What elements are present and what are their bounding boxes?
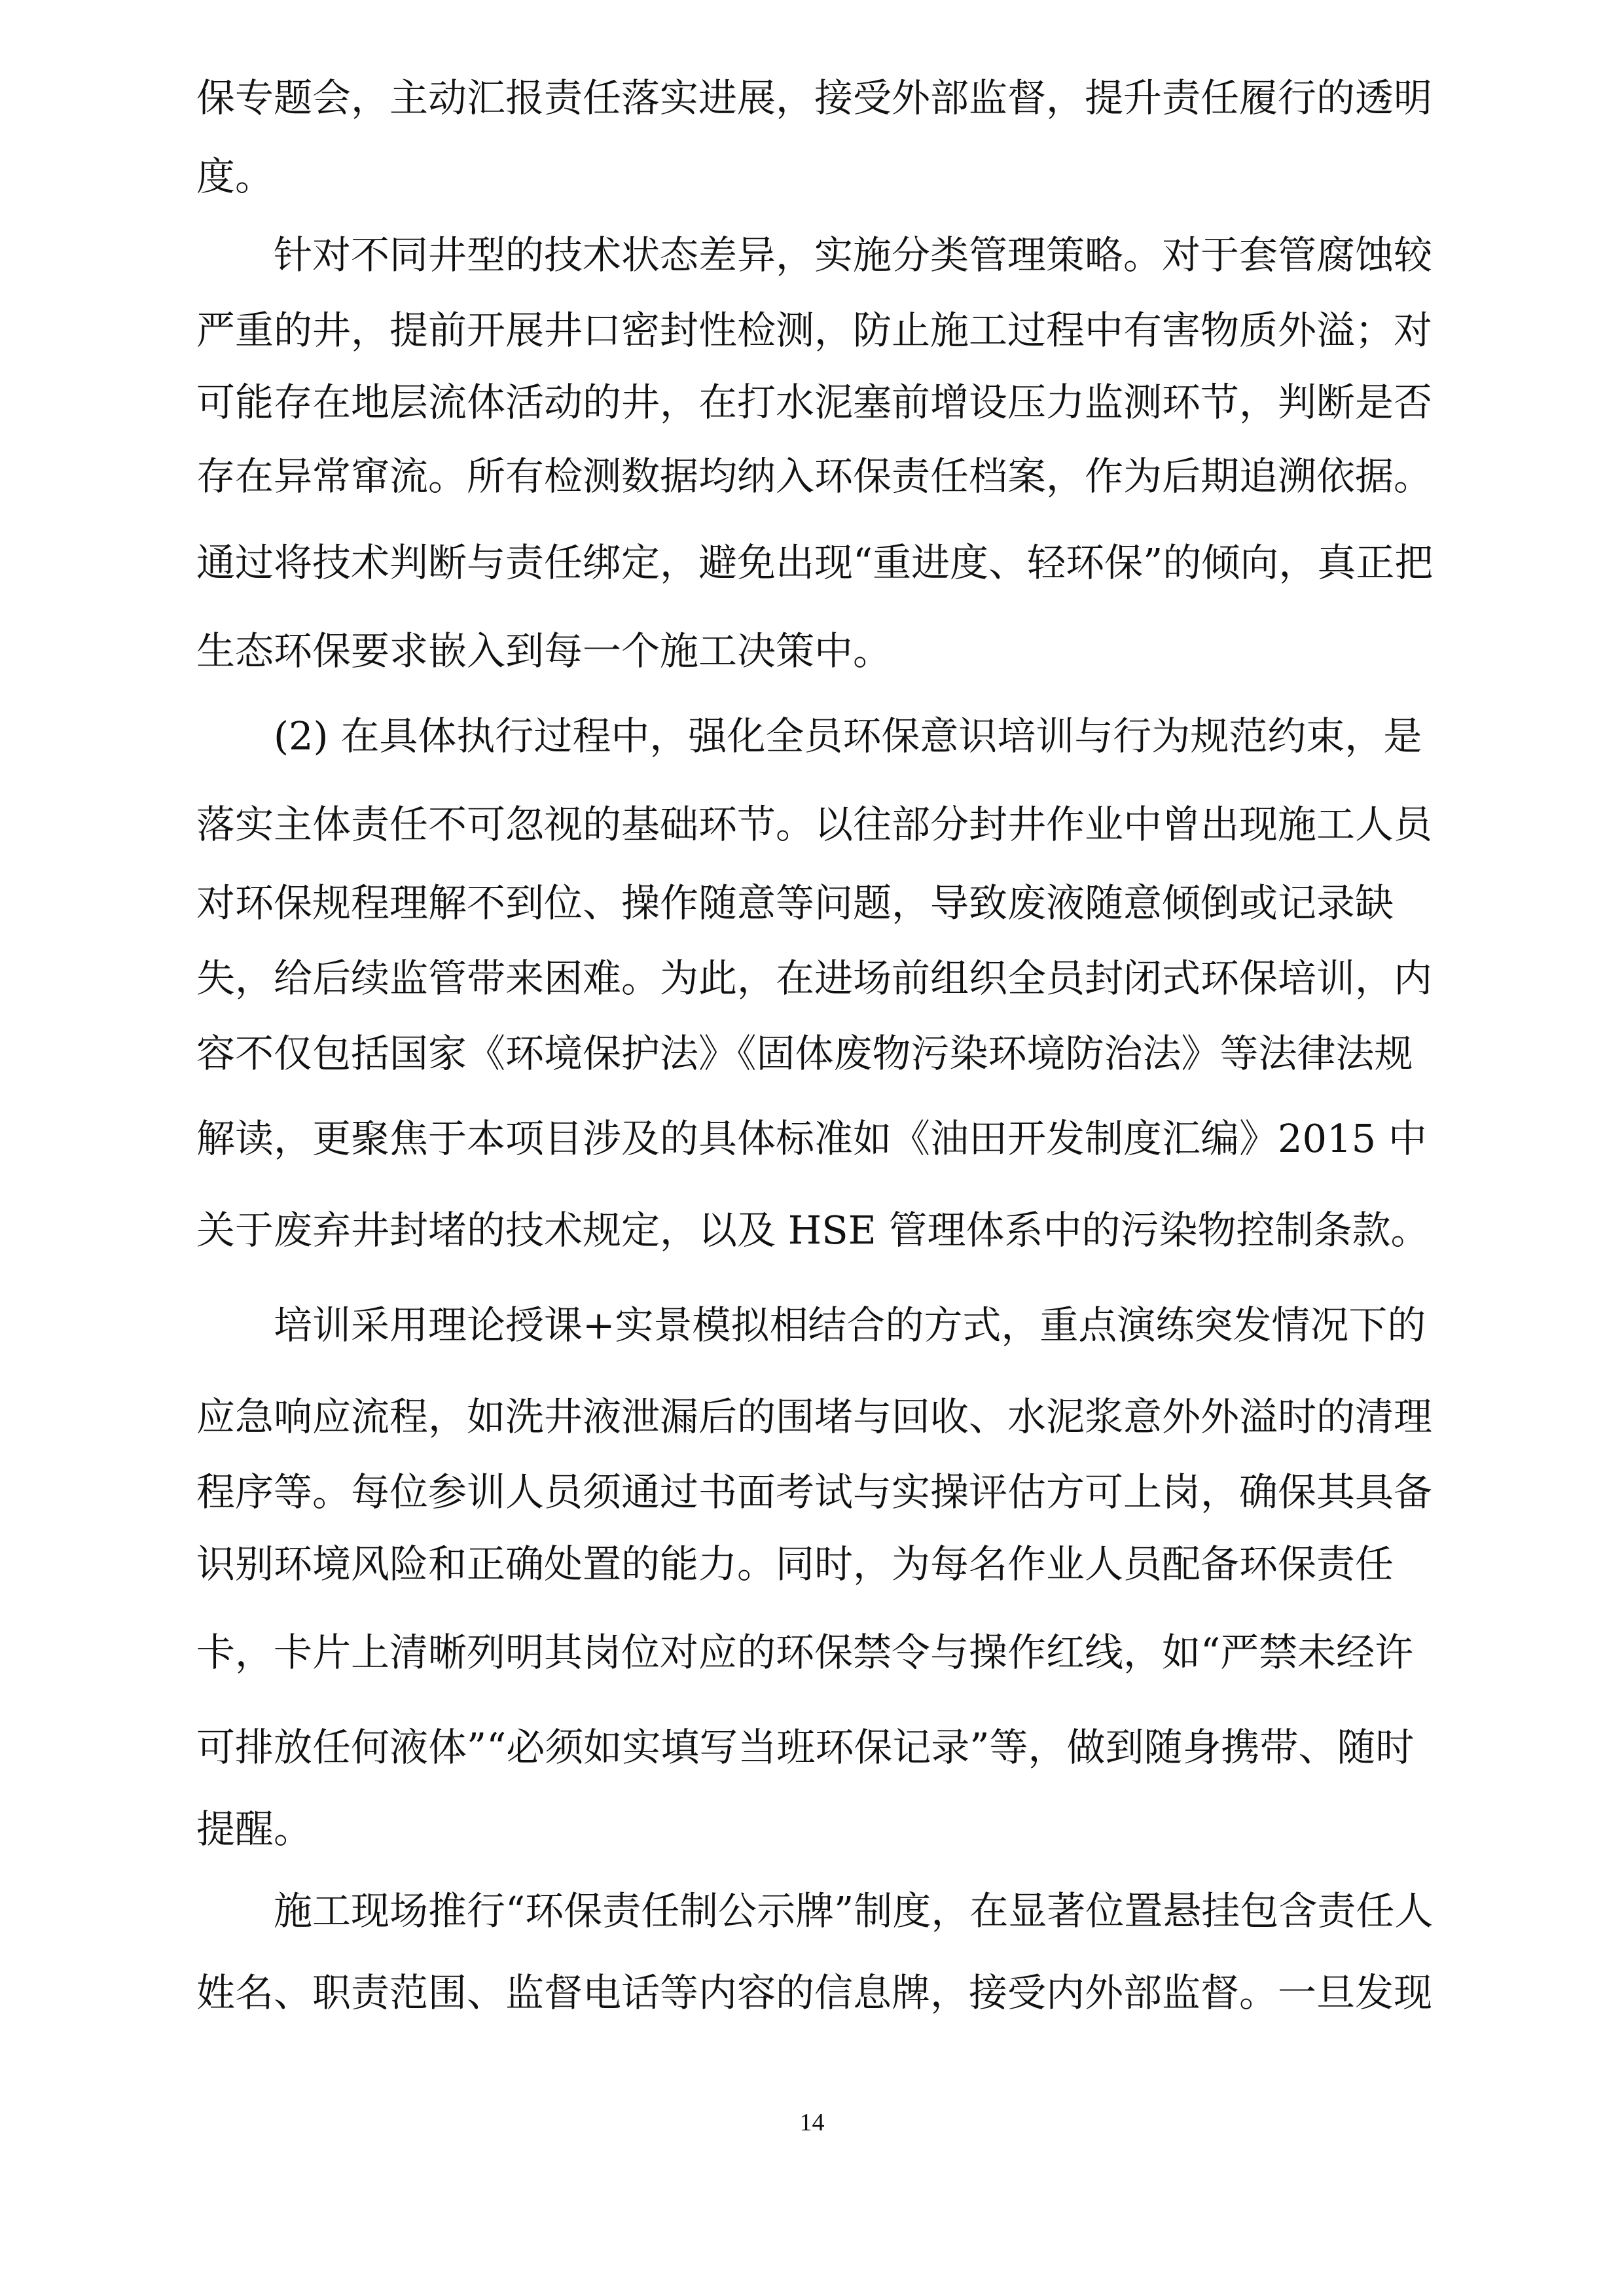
paragraph-first-line: 针对不同井型的技术状态差异，实施分类管理策略。对于套管腐蚀较 bbox=[274, 232, 1433, 278]
text-line: 生态环保要求嵌入到每一个施工决策中。 bbox=[196, 628, 892, 673]
text-line: 严重的井，提前开展井口密封性检测，防止施工过程中有害物质外溢；对 bbox=[196, 308, 1433, 353]
text-line: 姓名、职责范围、监督电话等内容的信息牌，接受内外部监督。一旦发现 bbox=[196, 1970, 1433, 2015]
text-line: 存在异常窜流。所有检测数据均纳入环保责任档案，作为后期追溯依据。 bbox=[196, 454, 1433, 499]
text-line: 落实主体责任不可忽视的基础环节。以往部分封井作业中曾出现施工人员 bbox=[196, 802, 1433, 847]
text-line: 应急响应流程，如洗井液泄漏后的围堵与回收、水泥浆意外外溢时的清理 bbox=[196, 1394, 1433, 1439]
text-line: 对环保规程理解不到位、操作随意等问题，导致废液随意倾倒或记录缺 bbox=[196, 880, 1394, 925]
paragraph-first-line: 培训采用理论授课+实景模拟相结合的方式，重点演练突发情况下的 bbox=[274, 1302, 1426, 1348]
text-line: 提醒。 bbox=[196, 1806, 313, 1852]
paragraph-first-line: 施工现场推行“环保责任制公示牌”制度，在显著位置悬挂包含责任人 bbox=[274, 1888, 1434, 1933]
text-line: 失，给后续监管带来困难。为此，在进场前组织全员封闭式环保培训，内 bbox=[196, 956, 1433, 1001]
text-line: 识别环境风险和正确处置的能力。同时，为每名作业人员配备环保责任 bbox=[196, 1541, 1394, 1587]
text-line: 通过将技术判断与责任绑定，避免出现“重进度、轻环保”的倾向，真正把 bbox=[196, 540, 1434, 585]
text-line: 可能存在地层流体活动的井，在打水泥塞前增设压力监测环节，判断是否 bbox=[196, 380, 1433, 425]
page-number: 14 bbox=[799, 2109, 825, 2136]
text-line: 容不仅包括国家《环境保护法》《固体废物污染环境防治法》等法律法规 bbox=[196, 1031, 1413, 1076]
text-line: 度。 bbox=[196, 154, 274, 199]
text-line: 解读，更聚焦于本项目涉及的具体标准如《油田开发制度汇编》2015 中 bbox=[196, 1116, 1427, 1161]
text-line: 程序等。每位参训人员须通过书面考试与实操评估方可上岗，确保其具备 bbox=[196, 1469, 1433, 1515]
text-line: 可排放任何液体”“必须如实填写当班环保记录”等，做到随身携带、随时 bbox=[196, 1725, 1415, 1770]
text-line: 卡，卡片上清晰列明其岗位对应的环保禁令与操作红线，如“严禁未经许 bbox=[196, 1630, 1414, 1675]
text-line: 关于废弃井封堵的技术规定，以及 HSE 管理体系中的污染物控制条款。 bbox=[196, 1208, 1430, 1253]
text-line: 保专题会，主动汇报责任落实进展，接受外部监督，提升责任履行的透明 bbox=[196, 75, 1433, 120]
paragraph-first-line: (2) 在具体执行过程中，强化全员环保意识培训与行为规范约束，是 bbox=[274, 713, 1422, 759]
